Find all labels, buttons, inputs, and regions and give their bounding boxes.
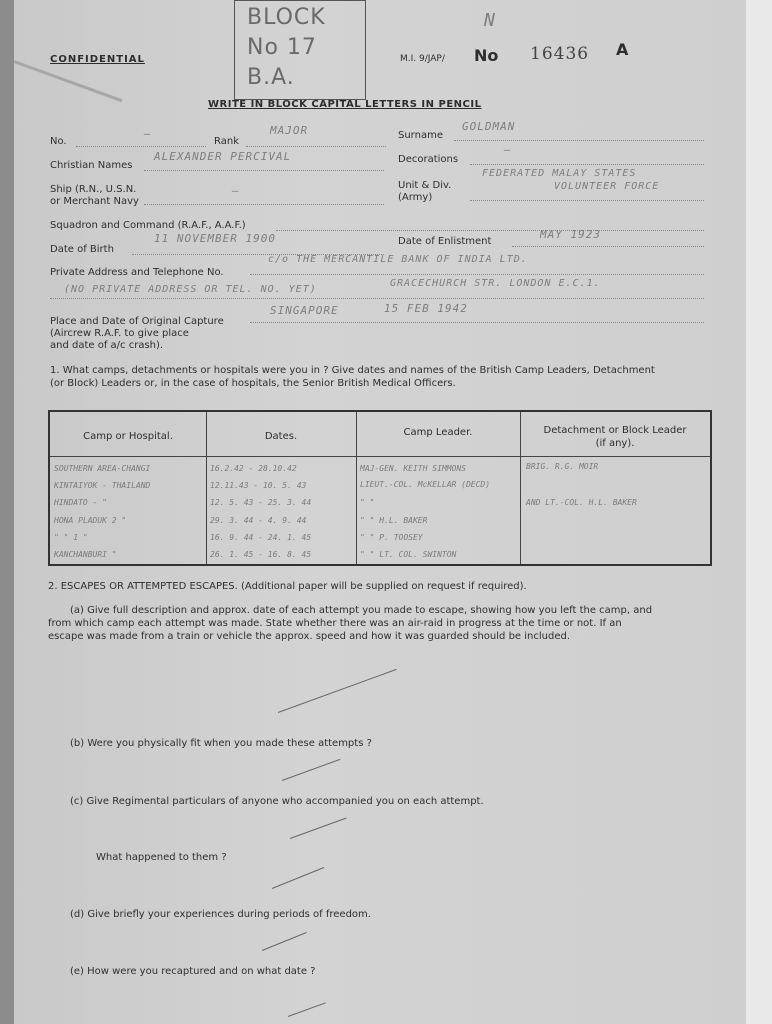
cell-dates: 16. 9. 44 - 24. 1. 45 [210, 533, 312, 542]
cell-dates: 26. 1. 45 - 16. 8. 45 [210, 550, 312, 559]
background-right [746, 0, 772, 1024]
enlistment-label: Date of Enlistment [398, 236, 492, 247]
capture-label-2: (Aircrew R.A.F. to give place [50, 328, 189, 339]
cell-dates: 16.2.42 - 28.10.42 [210, 464, 297, 473]
cell-leader: " " [360, 498, 375, 507]
cell-camp: " " 1 " [54, 533, 88, 542]
surname-label: Surname [398, 130, 443, 141]
question-2a-line-3: escape was made from a train or vehicle the approx. speed and how it was guarded should be included. [48, 631, 571, 642]
cell-camp: SOUTHERN AREA-CHANGI [54, 464, 151, 473]
capture-label-3: and date of a/c crash). [50, 340, 164, 351]
dash-answer-d [262, 932, 307, 951]
stamp-line-2: No 17 [247, 35, 317, 60]
unit-label-2: (Army) [398, 192, 433, 203]
enlistment-value: MAY 1923 [540, 228, 601, 241]
question-2c-followup: What happened to them ? [96, 852, 227, 863]
dob-label: Date of Birth [50, 244, 114, 255]
header-dates: Dates. [264, 431, 298, 442]
dash-answer-b [282, 759, 341, 781]
header-detachment-leader: Detachment or Block Leader (if any). [543, 425, 687, 449]
address-label: Private Address and Telephone No. [50, 267, 224, 278]
squadron-label: Squadron and Command (R.A.F., A.A.F.) [50, 220, 246, 231]
cell-leader: " " H.L. BAKER [360, 516, 428, 525]
number-label: No [474, 46, 499, 65]
form-suffix: A [616, 40, 629, 59]
question-2a-line-1: (a) Give full description and approx. date of each attempt you made to escape, showing how you left the camp, and [70, 605, 653, 616]
cell-camp: KANCHANBURI " [54, 550, 117, 559]
camps-table [48, 410, 712, 566]
surname-value: GOLDMAN [462, 120, 516, 133]
dash-answer-c [290, 818, 347, 839]
form-number: 16436 [530, 44, 590, 64]
cell-dates: 29. 3. 44 - 4. 9. 44 [210, 516, 307, 525]
capture-place: SINGAPORE [270, 304, 339, 317]
dash-answer-c2 [272, 867, 324, 889]
no-label: No. [50, 136, 67, 147]
ship-label-2: or Merchant Navy [50, 196, 139, 207]
capture-label-1: Place and Date of Original Capture [50, 316, 224, 327]
block-stamp [234, 0, 366, 100]
question-2a-line-2: from which camp each attempt was made. State whether there was an air-raid in progress at the time or not. If an [48, 618, 622, 629]
instruction-heading: WRITE IN BLOCK CAPITAL LETTERS IN PENCIL [208, 99, 482, 110]
christian-names-label: Christian Names [50, 160, 133, 171]
unit-value-2: VOLUNTEER FORCE [554, 181, 660, 192]
ship-value: — [232, 184, 240, 197]
header-camp-leader: Camp Leader. [403, 427, 473, 438]
cell-leader: " " LT. COL. SWINTON [360, 550, 457, 559]
decorations-value: — [504, 143, 512, 156]
unit-value-1: FEDERATED MALAY STATES [482, 168, 637, 179]
cell-camp: KINTAIYOK - THAILAND [54, 481, 151, 490]
no-value: — [144, 127, 152, 140]
cell-detachment: BRIG. R.G. MOIR [526, 462, 599, 471]
stamp-line-1: BLOCK [247, 5, 326, 30]
unit-label-1: Unit & Div. [398, 180, 452, 191]
form-reference: M.I. 9/JAP/ [400, 54, 445, 64]
question-2d: (d) Give briefly your experiences during periods of freedom. [70, 909, 371, 920]
question-2e: (e) How were you recaptured and on what date ? [70, 966, 316, 977]
decorations-label: Decorations [398, 154, 459, 165]
corner-mark: N [484, 10, 496, 31]
capture-date: 15 FEB 1942 [384, 302, 468, 315]
cell-dates: 12. 5. 43 - 25. 3. 44 [210, 498, 312, 507]
cell-leader: MAJ-GEN. KEITH SIMMONS [360, 464, 466, 473]
address-value-2: (NO PRIVATE ADDRESS OR TEL. NO. YET) [64, 284, 317, 295]
dash-answer-e [288, 1002, 326, 1017]
stamp-line-3: B.A. [247, 65, 295, 90]
question-1-line-1: 1. What camps, detachments or hospitals were you in ? Give dates and names of the British Camp Leaders, Detachment [50, 365, 655, 376]
header-camp: Camp or Hospital. [83, 431, 173, 442]
question-2-title: 2. ESCAPES OR ATTEMPTED ESCAPES. (Additional paper will be supplied on request if required). [48, 581, 527, 592]
cell-leader: LIEUT.-COL. McKELLAR (DECD) [360, 480, 491, 489]
tag-string [14, 60, 123, 102]
rank-label: Rank [214, 136, 239, 147]
christian-names-value: ALEXANDER PERCIVAL [154, 150, 292, 163]
question-2c: (c) Give Regimental particulars of anyone who accompanied you on each attempt. [70, 796, 484, 807]
background-left [0, 0, 14, 1024]
dob-value: 11 NOVEMBER 1900 [154, 232, 276, 245]
cell-leader: " " P. TOOSEY [360, 533, 423, 542]
cell-detachment: AND LT.-COL. H.L. BAKER [526, 498, 637, 507]
question-2b: (b) Were you physically fit when you made these attempts ? [70, 738, 372, 749]
question-1-line-2: (or Block) Leaders or, in the case of hospitals, the Senior British Medical Officers. [50, 378, 456, 389]
rank-value: MAJOR [270, 124, 309, 137]
document-page [14, 0, 746, 1024]
cell-camp: HINDATO - " [54, 498, 107, 507]
address-value-1: c/o THE MERCANTILE BANK OF INDIA LTD. [268, 254, 528, 265]
address-value-3: GRACECHURCH STR. LONDON E.C.1. [390, 278, 601, 289]
dash-answer-a [278, 669, 397, 713]
ship-label-1: Ship (R.N., U.S.N. [50, 184, 137, 195]
cell-camp: HONA PLADUK 2 " [54, 516, 127, 525]
cell-dates: 12.11.43 - 10. 5. 43 [210, 481, 307, 490]
confidential-label: CONFIDENTIAL [50, 54, 145, 65]
